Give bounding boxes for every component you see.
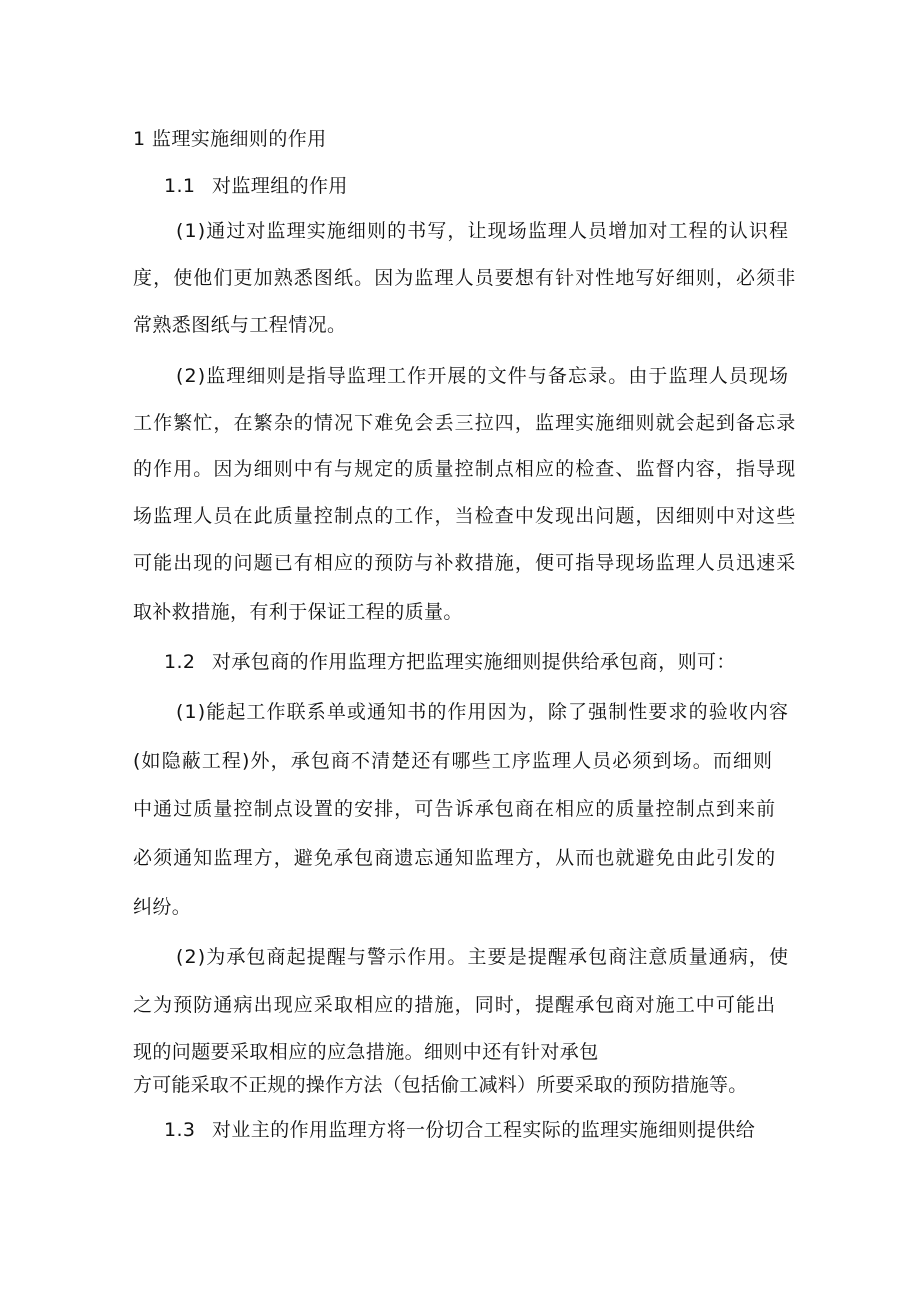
section-1-3-title: 对业主的作用监理方将一份切合工程实际的监理实施细则提供给 bbox=[212, 1119, 756, 1141]
paragraph-3-line: 中通过质量控制点设置的安排，可告诉承包商在相应的质量控制点到来前 bbox=[133, 798, 777, 820]
paragraph-4-line: 方可能采取不正规的操作方法（包括偷工减料）所要采取的预防措施等。 bbox=[133, 1074, 748, 1096]
paragraph-3-line: (1)能起工作联系单或通知书的作用因为，除了强制性要求的验收内容 bbox=[176, 701, 790, 723]
paragraph-4-line: (2)为承包商起提醒与警示作用。主要是提醒承包商注意质量通病，使 bbox=[176, 946, 790, 968]
section-1-1-number: 1.1 bbox=[164, 175, 196, 197]
section-1-1-heading bbox=[164, 174, 348, 198]
paragraph-2-line: 场监理人员在此质量控制点的工作，当检查中发现出问题，因细则中对这些 bbox=[133, 505, 797, 527]
paragraph-3-line: 必须通知监理方，避免承包商遗忘通知监理方，从而也就避免由此引发的 bbox=[133, 847, 777, 869]
section-1-1-title: 对监理组的作用 bbox=[212, 175, 348, 197]
paragraph-2-line: 工作繁忙，在繁杂的情况下难免会丢三拉四，监理实施细则就会起到备忘录 bbox=[133, 412, 797, 434]
paragraph-3-line: (如隐蔽工程)外，承包商不清楚还有哪些工序监理人员必须到场。而细则 bbox=[133, 750, 774, 772]
section-1-heading: 1 监理实施细则的作用 bbox=[133, 128, 327, 150]
paragraph-2-line: (2)监理细则是指导监理工作开展的文件与备忘录。由于监理人员现场 bbox=[176, 365, 790, 387]
paragraph-1-line: 常熟悉图纸与工程情况。 bbox=[133, 314, 347, 336]
paragraph-2-line: 取补救措施，有利于保证工程的质量。 bbox=[133, 601, 463, 623]
paragraph-2-line: 的作用。因为细则中有与规定的质量控制点相应的检查、监督内容，指导现 bbox=[133, 458, 797, 480]
paragraph-4-line: 现的问题要采取相应的应急措施。细则中还有针对承包 bbox=[133, 1041, 599, 1063]
paragraph-3-line: 纠纷。 bbox=[133, 896, 192, 918]
paragraph-1-line: (1)通过对监理实施细则的书写，让现场监理人员增加对工程的认识程 bbox=[176, 220, 790, 242]
section-1-3-heading bbox=[164, 1118, 755, 1142]
section-1-2-number: 1.2 bbox=[164, 651, 196, 673]
paragraph-4-line: 之为预防通病出现应采取相应的措施，同时，提醒承包商对施工中可能出 bbox=[133, 994, 777, 1016]
section-1-2-heading bbox=[164, 650, 736, 674]
paragraph-2-line: 可能出现的问题已有相应的预防与补救措施，便可指导现场监理人员迅速采 bbox=[133, 552, 797, 574]
section-1-2-title: 对承包商的作用监理方把监理实施细则提供给承包商，则可： bbox=[212, 651, 736, 673]
section-1-3-number: 1.3 bbox=[164, 1119, 196, 1141]
paragraph-1-line: 度，使他们更加熟悉图纸。因为监理人员要想有针对性地写好细则，必须非 bbox=[133, 267, 797, 289]
